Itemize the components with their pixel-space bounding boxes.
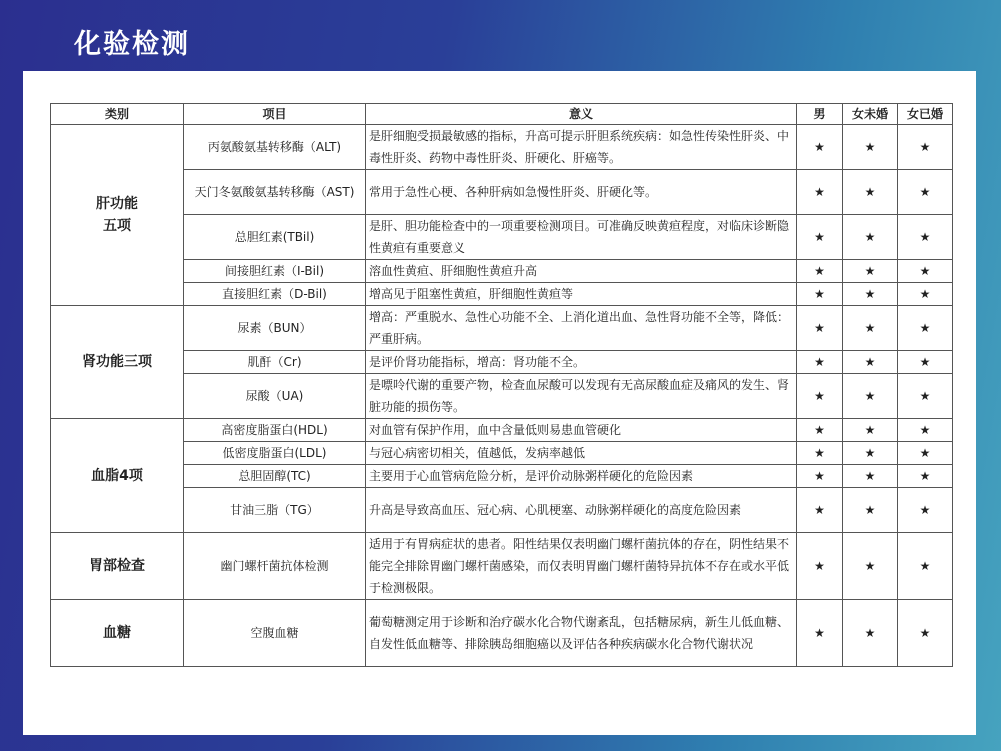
lab-test-table [50, 103, 953, 667]
meaning-cell: 与冠心病密切相关，值越低，发病率越低 [366, 442, 797, 465]
star-male: ★ [797, 533, 843, 600]
header-male: 男 [797, 104, 843, 125]
star-female-unmarried: ★ [843, 488, 898, 533]
table-row [51, 260, 953, 283]
meaning-cell: 升高是导致高血压、冠心病、心肌梗塞、动脉粥样硬化的高度危险因素 [366, 488, 797, 533]
item-cell: 甘油三脂（TG） [184, 488, 366, 533]
star-female-unmarried: ★ [843, 374, 898, 419]
item-cell: 丙氨酸氨基转移酶（ALT) [184, 125, 366, 170]
table-row [51, 170, 953, 215]
meaning-cell: 葡萄糖测定用于诊断和治疗碳水化合物代谢紊乱，包括糖尿病，新生儿低血糖、自发性低血糖等、排除胰岛细胞癌以及评估各种疾病碳水化合物代谢状况 [366, 600, 797, 667]
meaning-cell: 是肝、胆功能检查中的一项重要检测项目。可准确反映黄疸程度，对临床诊断隐性黄疸有重要意义 [366, 215, 797, 260]
header-female-unmarried: 女未婚 [843, 104, 898, 125]
star-female-unmarried: ★ [843, 260, 898, 283]
star-female-married: ★ [898, 488, 953, 533]
item-cell: 直接胆红素（D-Bil) [184, 283, 366, 306]
category-cell: 血糖 [51, 600, 184, 667]
star-female-unmarried: ★ [843, 533, 898, 600]
category-cell: 胃部检查 [51, 533, 184, 600]
star-male: ★ [797, 283, 843, 306]
star-male: ★ [797, 170, 843, 215]
table-row [51, 442, 953, 465]
star-female-unmarried: ★ [843, 170, 898, 215]
table-row [51, 600, 953, 667]
meaning-cell: 主要用于心血管病危险分析，是评价动脉粥样硬化的危险因素 [366, 465, 797, 488]
meaning-cell: 溶血性黄疸、肝细胞性黄疸升高 [366, 260, 797, 283]
star-female-unmarried: ★ [843, 465, 898, 488]
header-meaning: 意义 [366, 104, 797, 125]
meaning-cell: 增高：严重脱水、急性心功能不全、上消化道出血、急性肾功能不全等，降低：严重肝病。 [366, 306, 797, 351]
star-female-unmarried: ★ [843, 306, 898, 351]
star-female-unmarried: ★ [843, 419, 898, 442]
category-cell [51, 125, 184, 306]
header-female-married: 女已婚 [898, 104, 953, 125]
table-row [51, 488, 953, 533]
header-item: 项目 [184, 104, 366, 125]
page-title: 化验检测 [74, 29, 190, 60]
star-male: ★ [797, 600, 843, 667]
star-female-unmarried: ★ [843, 351, 898, 374]
star-female-married: ★ [898, 283, 953, 306]
star-male: ★ [797, 306, 843, 351]
star-male: ★ [797, 351, 843, 374]
table-row [51, 283, 953, 306]
category-cell: 血脂4项 [51, 419, 184, 533]
content-panel [23, 71, 976, 735]
header-category: 类别 [51, 104, 184, 125]
meaning-cell: 是嘌呤代谢的重要产物，检查血尿酸可以发现有无高尿酸血症及痛风的发生、肾脏功能的损伤等。 [366, 374, 797, 419]
star-female-unmarried: ★ [843, 125, 898, 170]
item-cell: 尿酸（UA) [184, 374, 366, 419]
star-female-unmarried: ★ [843, 442, 898, 465]
star-female-married: ★ [898, 260, 953, 283]
table-row [51, 374, 953, 419]
star-female-unmarried: ★ [843, 283, 898, 306]
table-row [51, 533, 953, 600]
table-row [51, 419, 953, 442]
star-female-married: ★ [898, 419, 953, 442]
table-row [51, 125, 953, 170]
meaning-cell: 增高见于阻塞性黄疸，肝细胞性黄疸等 [366, 283, 797, 306]
item-cell: 肌酐（Cr) [184, 351, 366, 374]
category-cell: 肾功能三项 [51, 306, 184, 419]
table-row [51, 215, 953, 260]
star-male: ★ [797, 260, 843, 283]
star-female-married: ★ [898, 600, 953, 667]
table-row [51, 465, 953, 488]
meaning-cell: 是肝细胞受损最敏感的指标，升高可提示肝胆系统疾病：如急性传染性肝炎、中毒性肝炎、药物中毒性肝炎、肝硬化、肝癌等。 [366, 125, 797, 170]
table-row [51, 351, 953, 374]
item-cell: 幽门螺杆菌抗体检测 [184, 533, 366, 600]
item-cell: 天门冬氨酸氨基转移酶（AST) [184, 170, 366, 215]
item-cell: 总胆固醇(TC) [184, 465, 366, 488]
item-cell: 高密度脂蛋白(HDL) [184, 419, 366, 442]
star-female-married: ★ [898, 374, 953, 419]
star-male: ★ [797, 442, 843, 465]
star-female-married: ★ [898, 465, 953, 488]
table-row [51, 306, 953, 351]
meaning-cell: 对血管有保护作用，血中含量低则易患血管硬化 [366, 419, 797, 442]
table-header-row [51, 104, 953, 125]
star-male: ★ [797, 488, 843, 533]
star-male: ★ [797, 419, 843, 442]
item-cell: 空腹血糖 [184, 600, 366, 667]
star-female-unmarried: ★ [843, 215, 898, 260]
item-cell: 低密度脂蛋白(LDL) [184, 442, 366, 465]
star-female-married: ★ [898, 215, 953, 260]
star-female-married: ★ [898, 306, 953, 351]
star-female-married: ★ [898, 533, 953, 600]
star-female-married: ★ [898, 170, 953, 215]
star-male: ★ [797, 125, 843, 170]
star-male: ★ [797, 374, 843, 419]
star-male: ★ [797, 215, 843, 260]
item-cell: 总胆红素(TBil) [184, 215, 366, 260]
item-cell: 间接胆红素（I-Bil) [184, 260, 366, 283]
star-female-married: ★ [898, 125, 953, 170]
star-female-unmarried: ★ [843, 600, 898, 667]
category-label-line: 肝功能 [96, 196, 138, 212]
meaning-cell: 适用于有胃病症状的患者。阳性结果仅表明幽门螺杆菌抗体的存在，阴性结果不能完全排除胃幽门螺杆菌感染，而仅表明胃幽门螺杆菌特异抗体不存在或水平低于检测极限。 [366, 533, 797, 600]
star-female-married: ★ [898, 351, 953, 374]
meaning-cell: 常用于急性心梗、各种肝病如急慢性肝炎、肝硬化等。 [366, 170, 797, 215]
category-label-line: 五项 [103, 218, 131, 234]
item-cell: 尿素（BUN） [184, 306, 366, 351]
meaning-cell: 是评价肾功能指标，增高：肾功能不全。 [366, 351, 797, 374]
star-male: ★ [797, 465, 843, 488]
star-female-married: ★ [898, 442, 953, 465]
